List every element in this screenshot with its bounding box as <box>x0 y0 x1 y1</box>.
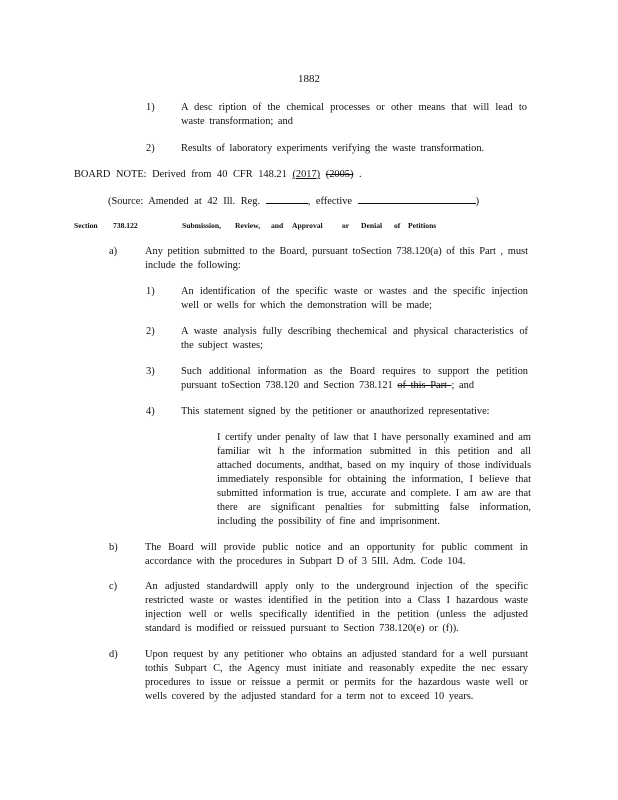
subsection-b-label: b) <box>109 542 118 553</box>
heading-word-review: Review, <box>235 221 261 230</box>
register-page-blank <box>266 193 308 204</box>
heading-word-approval: Approval <box>292 221 323 230</box>
board-note-added-year: (2017) <box>292 169 321 180</box>
subsection-a-label: a) <box>109 246 118 257</box>
item-1-text: A desc ription of the chemical processes or other means that will lead to waste transformation; and <box>181 102 527 127</box>
heading-word-petitions: Petitions <box>408 221 437 230</box>
heading-word-or: or <box>342 221 350 230</box>
source-mid: , effective <box>307 196 353 207</box>
subsection-c-text: An adjusted standardwill apply only to the underground injection of the specific restricted waste or wastes identified in the petition into a Class I hazardous waste injection well or wells specifically identified in the petition (unless the adjusted standard is modified or reissued pursuant to Section 738.120(e) or (f)). <box>145 581 528 634</box>
a-item-1-text: An identification of the specific waste or wastes and the specific injection well or wells for which the demonstration will be made; <box>181 286 528 311</box>
a-item-4-text: This statement signed by the petitioner or anauthorized representative: <box>181 406 490 417</box>
board-note-tail: . <box>353 169 362 180</box>
heading-word-denial: Denial <box>361 221 383 230</box>
a-item-3-text-end: ; and <box>451 380 475 391</box>
a-item-3-text-main: Such additional information as the Board requires to support the petition pursuant toSection 738.120 and Section 738.121 <box>181 366 528 391</box>
a-item-3-label: 3) <box>146 366 155 377</box>
heading-section-word: Section <box>74 221 98 230</box>
subsection-a-text: Any petition submitted to the Board, pursuant toSection 738.120(a) of this Part , must include the following: <box>145 246 528 271</box>
source-close: ) <box>475 196 480 207</box>
a-item-4-label: 4) <box>146 406 155 417</box>
page-number: 1882 <box>298 73 320 85</box>
subsection-c-label: c) <box>109 581 118 592</box>
subsection-d-text: Upon request by any petitioner who obtains an adjusted standard for a well pursuant tothis Subpart C, the Agency must initiate and reasonably expedite the nec essary procedures to issue or reissue a permit or permits for the hazardous waste well or wells covered by the adjusted standard for a term not to exceed 10 years. <box>145 649 528 702</box>
subsection-b-text: The Board will provide public notice and an opportunity for public comment in accordance with the procedures in Subpart D of 3 5Ill. Adm. Code 104. <box>145 542 528 567</box>
source-line <box>108 193 479 209</box>
a-item-3-text <box>181 365 528 393</box>
subsection-d-label: d) <box>109 649 118 660</box>
heading-word-submission: Submission, <box>182 221 222 230</box>
effective-date-blank <box>358 193 476 204</box>
board-note-deleted-year: (2005) <box>325 169 354 180</box>
a-item-2-text: A waste analysis fully describing thechemical and physical characteristics of the subject wastes; <box>181 326 528 351</box>
board-note-lead: BOARD NOTE: Derived from 40 CFR 148.21 <box>74 169 287 180</box>
item-2-label: 2) <box>146 143 155 154</box>
board-note <box>74 168 362 182</box>
source-lead: (Source: Amended at 42 Ill. Reg. <box>108 196 261 207</box>
certification-statement: I certify under penalty of law that I have personally examined and am familiar wit h the information submitted in this petition and all attached documents, andthat, based on my inquiry of those individuals immediately responsible for obtaining the information, I believe that submitted information is true, accurate and complete. I am aw are that there are significant penalties for submitting false information, including the possibility of fine and imprisonment. <box>217 432 531 527</box>
item-2-text: Results of laboratory experiments verifying the waste transformation. <box>181 143 485 154</box>
item-1-label: 1) <box>146 102 155 113</box>
a-item-3-deleted-text: of this Part <box>397 380 452 391</box>
heading-word-and: and <box>271 221 284 230</box>
a-item-2-label: 2) <box>146 326 155 337</box>
a-item-1-label: 1) <box>146 286 155 297</box>
heading-section-number: 738.122 <box>113 221 138 230</box>
heading-word-of: of <box>394 221 401 230</box>
